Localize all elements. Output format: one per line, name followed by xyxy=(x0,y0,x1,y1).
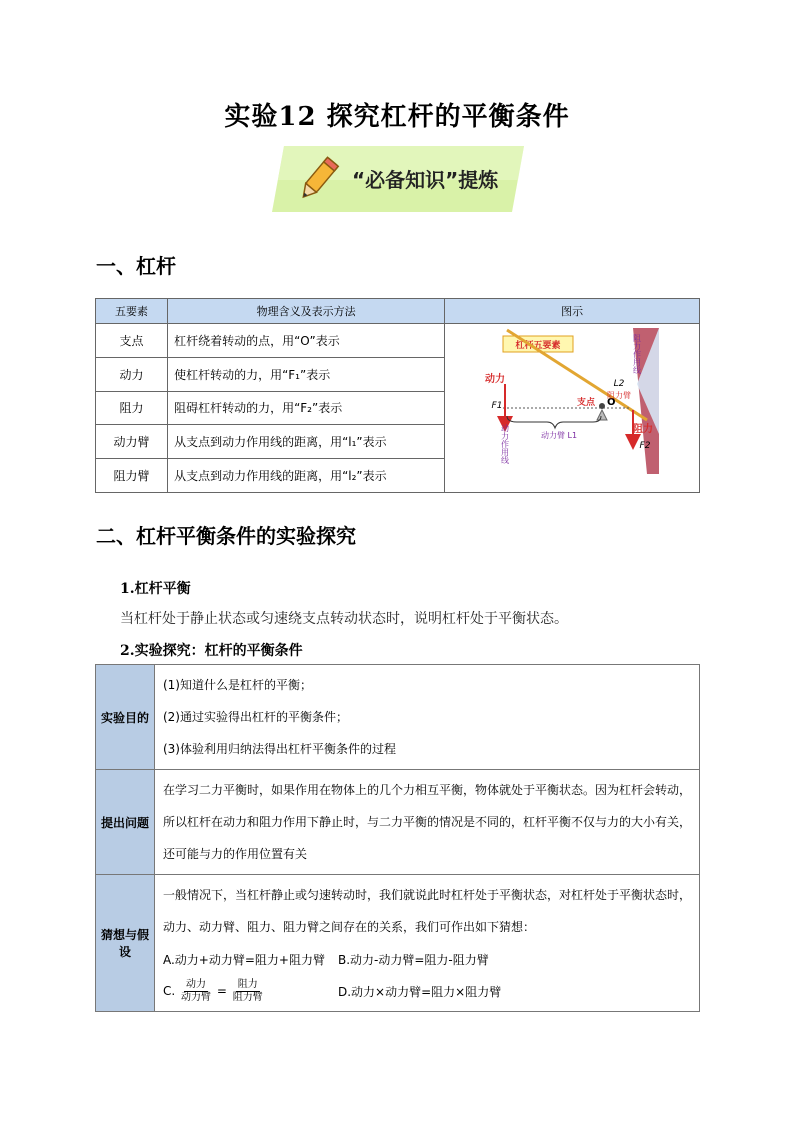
subheading-experiment: 2.实验探究：杠杆的平衡条件 xyxy=(120,643,303,659)
question-content xyxy=(154,770,699,875)
table-row xyxy=(96,665,700,770)
fulcrum-point xyxy=(599,403,605,409)
hypothesis-label: 猜想与假设 xyxy=(96,875,155,1012)
purpose-content xyxy=(154,665,699,770)
fraction-effort xyxy=(179,979,213,1004)
table-row xyxy=(96,324,700,358)
element-description: 从支点到动力作用线的距离，用“l₂”表示 xyxy=(168,459,445,493)
element-description: 杠杆绕着转动的点，用“O”表示 xyxy=(168,324,445,358)
effort-arm-label: 动力臂 L1 xyxy=(541,431,578,440)
section-heading-experiment: 二、杠杆平衡条件的实验探究 xyxy=(96,524,356,548)
fulcrum-support xyxy=(597,410,607,420)
option-a: A.动力+动力臂=阻力+阻力臂 xyxy=(162,952,325,967)
hypothesis-line: 一般情况下，当杠杆静止或匀速转动时，我们就说此时杠杆处于平衡状态，对杠杆处于平衡状态时， xyxy=(162,888,691,902)
element-name: 支点 xyxy=(96,324,168,358)
element-description: 从支点到动力作用线的距离，用“l₁”表示 xyxy=(168,425,445,459)
fraction-resistance xyxy=(231,979,265,1004)
fraction-denominator: 阻力臂 xyxy=(232,991,263,1003)
purpose-line: (1)知道什么是杠杆的平衡； xyxy=(162,678,312,692)
banner-title: “必备知识”提炼 xyxy=(352,168,499,192)
table-header: 五要素 xyxy=(96,299,168,324)
element-description: 使杠杆转动的力，用“F₁”表示 xyxy=(168,357,445,391)
element-description: 阻碍杠杆转动的力，用“F₂”表示 xyxy=(168,391,445,425)
question-line: 所以杠杆在动力和阻力作用下静止时，与二力平衡的情况是不同的，杠杆平衡不仅与力的大小有关， xyxy=(162,815,691,829)
option-d: D.动力×动力臂=阻力×阻力臂 xyxy=(337,984,502,999)
resistance-line-label: 阻力作用线 xyxy=(632,334,642,374)
fulcrum-o-label: O xyxy=(607,397,616,408)
purpose-line: (2)通过实验得出杠杆的平衡条件； xyxy=(162,710,348,724)
question-line: 在学习二力平衡时，如果作用在物体上的几个力相互平衡，物体就处于平衡状态。因为杠杆会转动， xyxy=(162,783,691,797)
purpose-label: 实验目的 xyxy=(96,665,155,770)
hypothesis-options-cd xyxy=(163,975,691,1007)
purpose-line: (3)体验利用归纳法得出杠杆平衡条件的过程 xyxy=(162,742,396,756)
resistance-label: 阻力 xyxy=(633,424,654,435)
f1-label: F1 xyxy=(491,401,503,411)
subheading-lever-balance: 1.杠杆平衡 xyxy=(120,581,191,597)
fraction-numerator: 动力 xyxy=(186,978,207,990)
f2-label: F2 xyxy=(639,441,651,451)
element-name: 动力臂 xyxy=(96,425,168,459)
hypothesis-content xyxy=(154,875,699,1012)
table-header: 物理含义及表示方法 xyxy=(168,299,445,324)
option-c xyxy=(163,979,338,1004)
resistance-arm-label: 阻力臂 xyxy=(607,391,632,400)
experiment-table xyxy=(95,664,700,1012)
element-name: 阻力臂 xyxy=(96,459,168,493)
option-c-prefix: C. xyxy=(162,983,176,998)
element-name: 阻力 xyxy=(96,391,168,425)
page-title: 实验12 探究杠杆的平衡条件 xyxy=(224,102,570,132)
lever-elements-table xyxy=(95,298,700,493)
fulcrum-label: 支点 xyxy=(577,398,596,408)
balance-paragraph: 当杠杆处于静止状态或匀速绕支点转动状态时，说明杠杆处于平衡状态。 xyxy=(120,611,568,627)
figure-box-label: 杠杆五要素 xyxy=(515,341,561,351)
fraction-denominator: 动力臂 xyxy=(181,991,212,1003)
equals-sign: = xyxy=(216,983,227,998)
section-heading-lever: 一、杠杆 xyxy=(96,254,176,278)
fraction-numerator: 阻力 xyxy=(237,978,258,990)
effort-arm-brace xyxy=(507,416,601,428)
hypothesis-line: 动力、动力臂、阻力、阻力臂之间存在的关系，我们可作出如下猜想： xyxy=(162,920,535,934)
table-row xyxy=(96,875,700,1012)
table-row xyxy=(96,770,700,875)
table-header: 图示 xyxy=(445,299,700,324)
lever-figure xyxy=(447,324,697,492)
question-label: 提出问题 xyxy=(96,770,155,875)
l2-label: L2 xyxy=(613,379,625,389)
option-b: B.动力-动力臂=阻力-阻力臂 xyxy=(337,952,489,967)
lever-figure-cell xyxy=(445,324,700,493)
element-name: 动力 xyxy=(96,357,168,391)
question-line: 还可能与力的作用位置有关 xyxy=(162,847,307,861)
effort-label: 动力 xyxy=(485,374,506,385)
effort-line-label: 动力作用线 xyxy=(500,424,510,464)
hypothesis-options-ab xyxy=(163,943,691,975)
